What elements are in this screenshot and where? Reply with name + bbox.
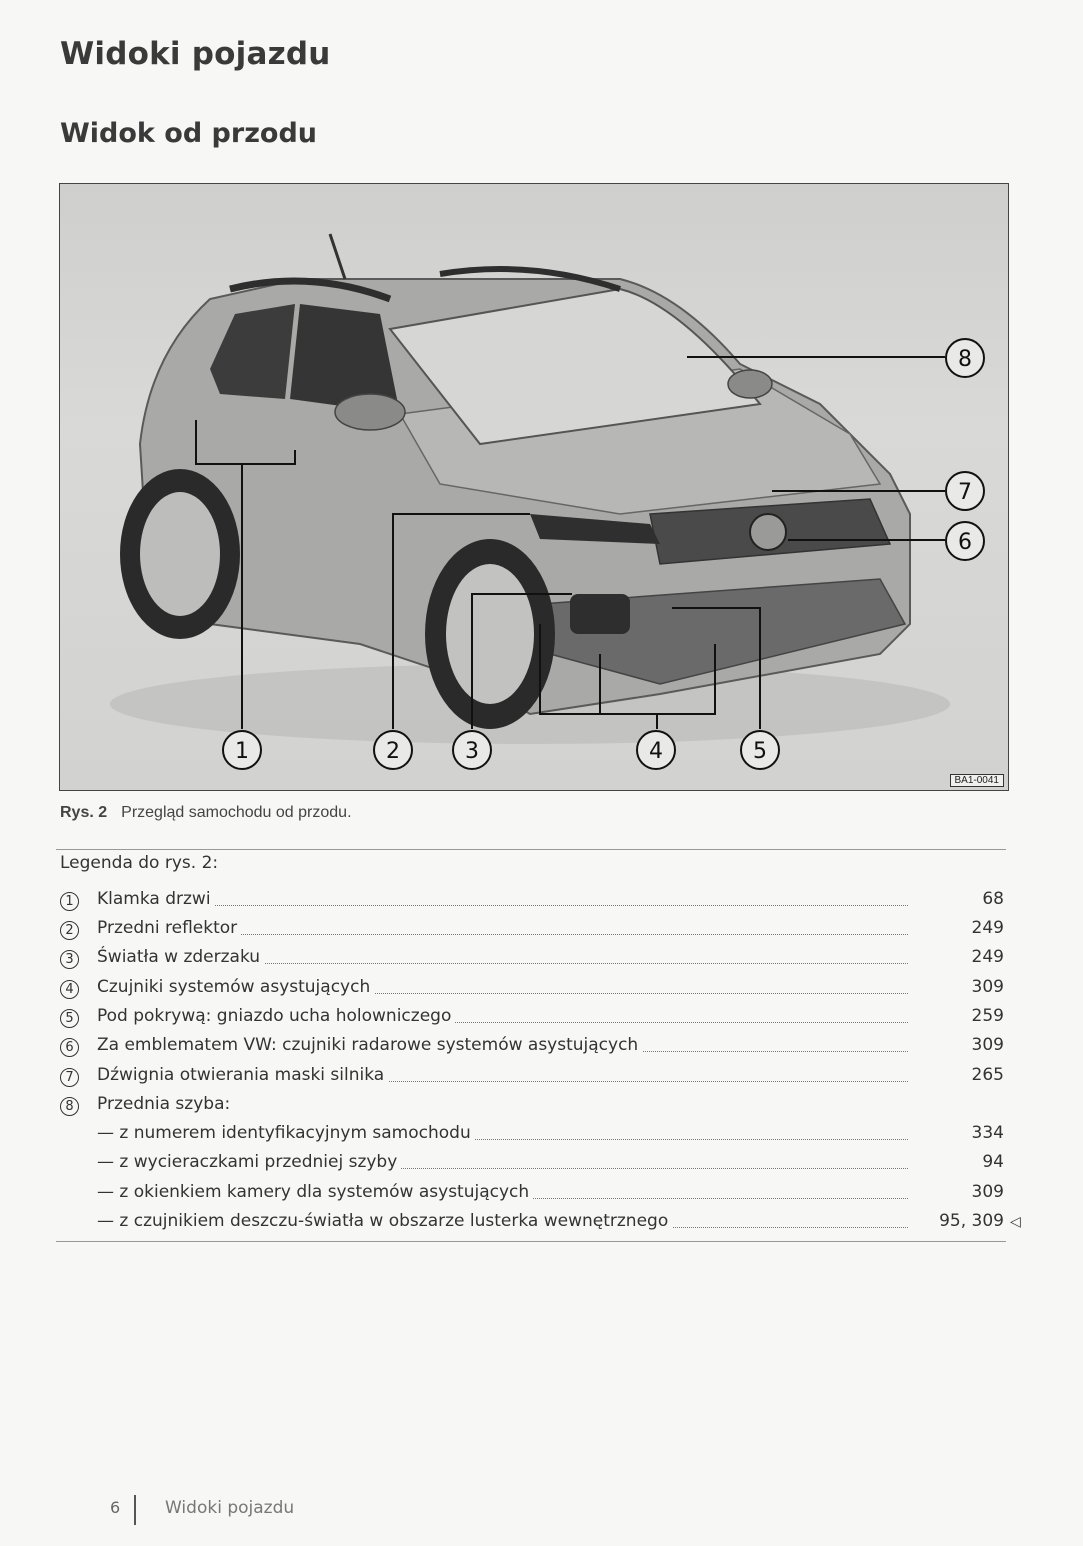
callout-number-8: 8	[958, 347, 972, 372]
page-ref: 265	[971, 1065, 1004, 1085]
legend-subitem	[60, 1123, 1006, 1152]
legend-item	[60, 1006, 1006, 1035]
footer-section-title: Widoki pojazdu	[165, 1498, 295, 1518]
callout-lines	[60, 184, 1008, 790]
figure-caption	[60, 804, 352, 822]
legend-sublabel: — z numerem identyfikacyjnym samochodu	[97, 1123, 475, 1143]
page-ref: 334	[971, 1123, 1004, 1143]
callout-number-3: 3	[465, 739, 479, 764]
legend-label: Za emblematem VW: czujniki radarowe systemów asystujących	[97, 1035, 642, 1055]
caption-text: Przegląd samochodu od przodu.	[121, 804, 352, 821]
page-ref: 309	[971, 1035, 1004, 1055]
legend-top-rule	[56, 849, 1006, 850]
page-ref: 95, 309	[939, 1211, 1004, 1231]
legend-item	[60, 889, 1006, 918]
legend-item	[60, 918, 1006, 947]
callout-badge: 7	[60, 1068, 79, 1087]
figure-code: BA1-0041	[950, 774, 1004, 787]
footer-divider	[134, 1495, 136, 1525]
callout-number-5: 5	[753, 739, 767, 764]
page-number: 6	[110, 1498, 121, 1517]
callout-badge: 8	[60, 1097, 79, 1116]
section-title: Widok od przodu	[60, 118, 318, 149]
callout-badge: 3	[60, 950, 79, 969]
legend-sublabel: — z czujnikiem deszczu-światła w obszarze lusterka wewnętrznego	[97, 1211, 672, 1231]
legend-subitem	[60, 1182, 1006, 1211]
callout-number-4: 4	[649, 739, 663, 764]
legend-item	[60, 977, 1006, 1006]
legend-label: Przedni reflektor	[97, 918, 241, 938]
legend-item	[60, 1065, 1006, 1094]
callout-badge: 6	[60, 1038, 79, 1057]
legend-sublabel: — z wycieraczkami przedniej szyby	[97, 1152, 401, 1172]
page-ref: 94	[982, 1152, 1004, 1172]
legend-title: Legenda do rys. 2:	[60, 853, 219, 873]
callout-number-7: 7	[958, 480, 972, 505]
page-ref: 259	[971, 1006, 1004, 1026]
legend-label: Dźwignia otwierania maski silnika	[97, 1065, 388, 1085]
legend-sublabel: — z okienkiem kamery dla systemów asystujących	[97, 1182, 533, 1202]
callout-number-2: 2	[386, 739, 400, 764]
legend-subitem	[60, 1211, 1006, 1240]
callout-badge: 4	[60, 980, 79, 999]
page-ref: 309	[971, 1182, 1004, 1202]
page-ref: 68	[982, 889, 1004, 909]
callout-number-6: 6	[958, 530, 972, 555]
continue-triangle-icon: ◁	[1010, 1214, 1021, 1230]
callout-number-1: 1	[235, 739, 249, 764]
legend-label: Klamka drzwi	[97, 889, 215, 909]
legend-subitem	[60, 1152, 1006, 1181]
legend-label: Pod pokrywą: gniazdo ucha holowniczego	[97, 1006, 455, 1026]
page-ref: 309	[971, 977, 1004, 997]
page-ref: 249	[971, 918, 1004, 938]
legend-item	[60, 947, 1006, 976]
callout-badge: 1	[60, 892, 79, 911]
leader-dots	[97, 905, 908, 906]
legend-item	[60, 1094, 1006, 1123]
legend-label: Czujniki systemów asystujących	[97, 977, 374, 997]
page-ref: 249	[971, 947, 1004, 967]
legend-label: Przednia szyba:	[97, 1094, 234, 1114]
callout-badge: 2	[60, 921, 79, 940]
legend-item	[60, 1035, 1006, 1064]
caption-number: Rys. 2	[60, 804, 108, 821]
legend-label: Światła w zderzaku	[97, 947, 264, 967]
callout-badge: 5	[60, 1009, 79, 1028]
page-title: Widoki pojazdu	[60, 36, 331, 72]
car-front-figure	[59, 183, 1009, 791]
legend-bottom-rule	[56, 1241, 1006, 1242]
